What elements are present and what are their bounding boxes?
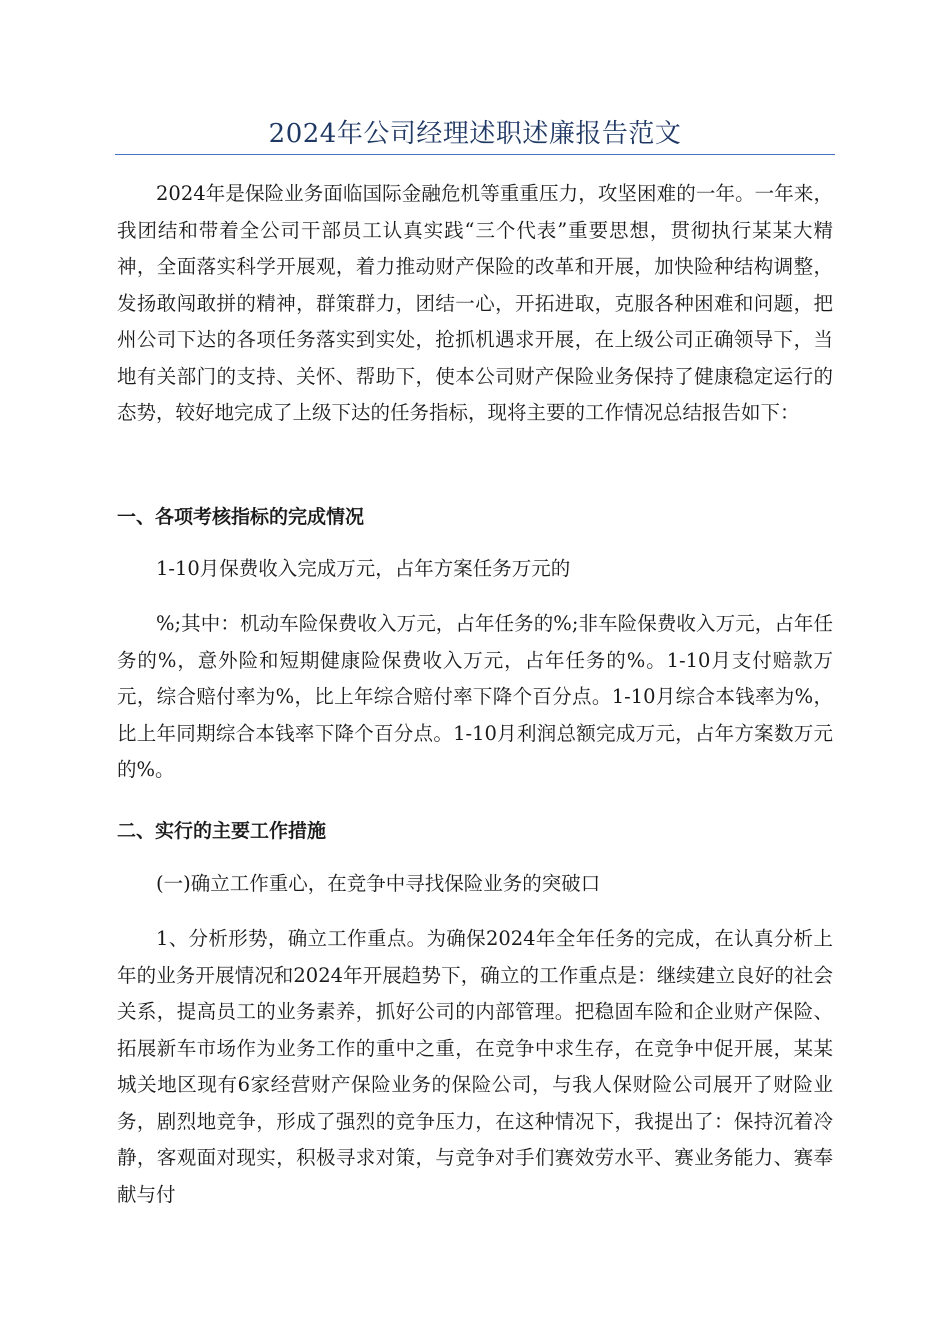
document-title: 2024年公司经理述职述廉报告范文 (268, 119, 682, 149)
section1-paragraph-1: 1-10月保费收入完成万元，占年方案任务万元的 (156, 557, 571, 580)
section1-paragraph-2: %;其中：机动车险保费收入万元，占年任务的%;非车险保费收入万元，占年任务的%，意外险和短期健康险保费收入万元，占年任务的%。1-10月支付赔款万元，综合赔付率为%，比上年综合赔付率下降个百分点。1-10月综合本钱率为%，比上年同期综合本钱率下降个百分点。1-10月利润总额完成万元，占年方案数万元的%。 (117, 612, 833, 781)
section-heading-1: 一、各项考核指标的完成情况 (117, 506, 365, 528)
intro-paragraph: 2024年是保险业务面临国际金融危机等重重压力，攻坚困难的一年。一年来，我团结和带着全公司干部员工认真实践“三个代表”重要思想，贯彻执行某某大精神，全面落实科学开展观，着力推动财产保险的改革和开展，加快险种结构调整，发扬敢闯敢拼的精神，群策群力，团结一心，开拓进取，克服各种困难和问题，把州公司下达的各项任务落实到实处，抢抓机遇求开展，在上级公司正确领导下，当地有关部门的支持、关怀、帮助下，使本公司财产保险业务保持了健康稳定运行的态势，较好地完成了上级下达的任务指标，现将主要的工作情况总结报告如下： (117, 182, 833, 424)
subsection1-paragraph-1: 1、分析形势，确立工作重点。为确保2024年全年任务的完成，在认真分析上年的业务开展情况和2024年开展趋势下，确立的工作重点是：继续建立良好的社会关系，提高员工的业务素养，抓好公司的内部管理。把稳固车险和企业财产保险、拓展新车市场作为业务工作的重中之重，在竞争中求生存，在竞争中促开展，某某城关地区现有6家经营财产保险业务的保险公司，与我人保财险公司展开了财险业务，剧烈地竞争，形成了强烈的竞争压力，在这种情况下，我提出了：保持沉着冷静，客观面对现实，积极寻求对策，与竞争对手们赛效劳水平、赛业务能力、赛奉献与付 (117, 927, 833, 1206)
section-heading-2: 二、实行的主要工作措施 (117, 820, 327, 842)
title-underline (115, 154, 835, 155)
subsection-heading-1: (一)确立工作重心，在竞争中寻找保险业务的突破口 (156, 872, 601, 895)
